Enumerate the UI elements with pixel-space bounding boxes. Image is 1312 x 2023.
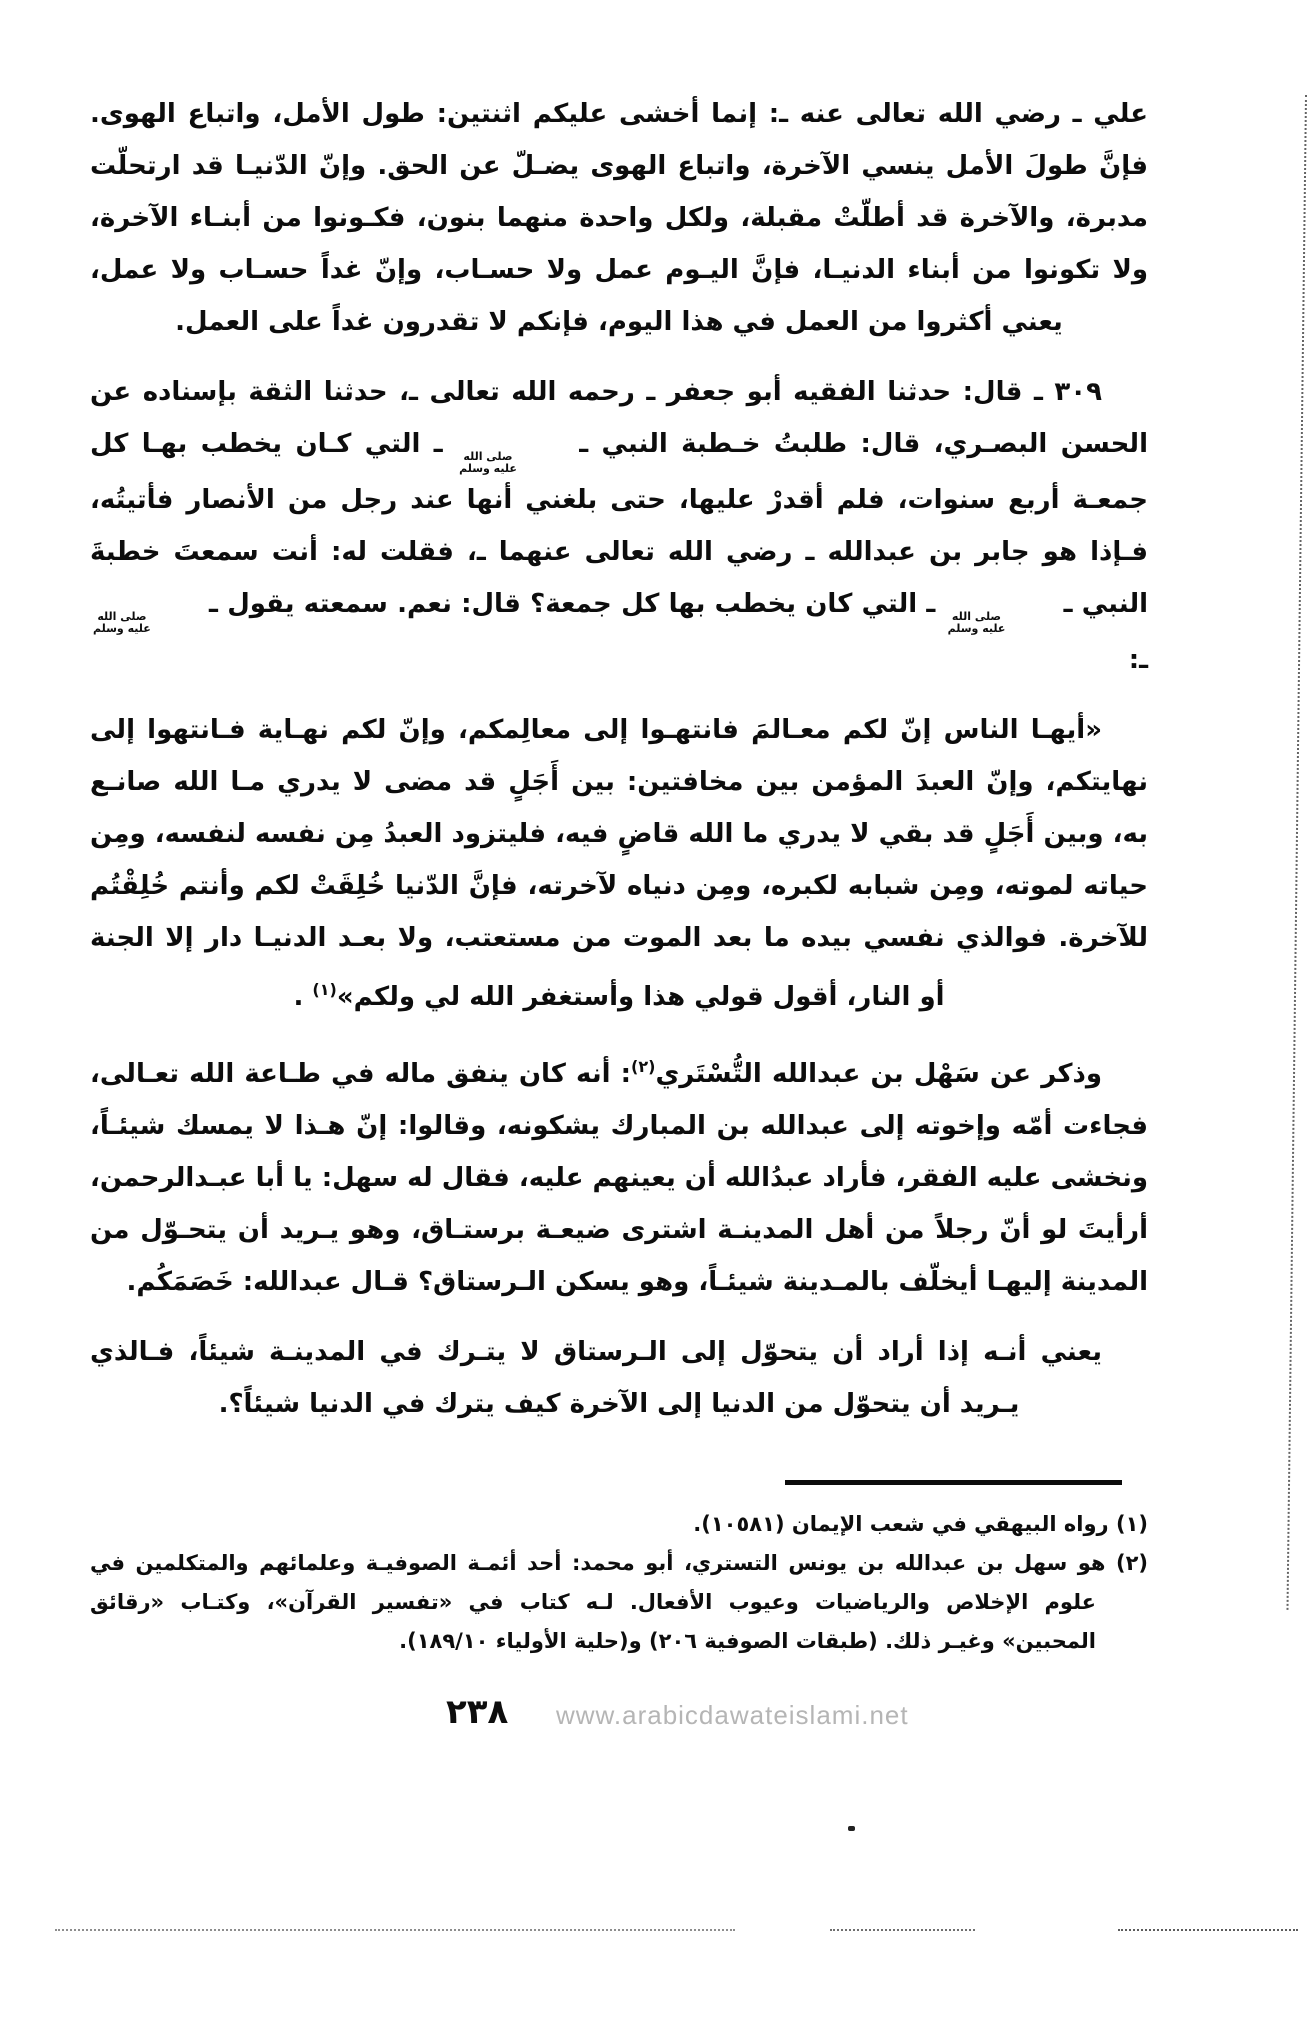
watermark-text: www.arabicdawateislami.net (556, 1700, 909, 1730)
paragraph-khutbah: «أيهـا الناس إنّ لكم معـالمَ فانتهـوا إلى معالِمكم، وإنّ لكم نهـاية فـانتهوا إلى نهايتكم، وإنّ العبدَ المؤمن بين مخافتين: بين أَجَلٍ قد مضى لا يدري مـا الله صانـع به، وبين أَجَلٍ قد بقي لا يدري ما الله قاضٍ فيه، فليتزود العبدُ مِن نفسه لنفسه، ومِن حياته لموته، ومِن شبابه لكبره، ومِن دنياه لآخرته، فإنَّ الدّنيا خُلِقَتْ لكم وأنتم خُلِقْتُم للآخرة. فوالذي نفسي بيده ما بعد الموت من مستعتب، ولا بعـد الدنيـا دار إلا الجنة أو النار، أقول قولي هذا وأستغفر الله لي ولكم»$^{(١)}$ . (90, 715, 1148, 1013)
footnote-item: (١) رواه البيهقي في شعب الإيمان (١٠٥٨١). (693, 1512, 1148, 1536)
body-text (90, 88, 1148, 1448)
footnote-marker: (٢) (1105, 1551, 1148, 1575)
scan-dots-artifact (55, 1929, 735, 1931)
paragraph-sahl-tustari: وذكر عن سَهْل بن عبدالله التُّسْتَري$^{(٢)}$: أنه كان ينفق ماله في طـاعة الله تعـالى، فجاءت أمّه وإخوته إلى عبدالله بن المبارك يشكونه، وقالوا: إنّ هـذا لا يمسك شيئـاً، ونخشى عليه الفقر، فأراد عبدُالله أن يعينهم عليه، فقال له سهل: يا أبا عبـدالرحمن، أرأيتَ لو أنّ رجلاً من أهل المدينـة اشترى ضيعـة برستـاق، وهو يـريد أن يتحـوّل من المدينة إليهـا أيخلّف بالمـدينة شيئـاً، وهو يسكن الـرستاق؟ قـال عبدالله: خَصَمَكُم. (90, 1057, 1148, 1298)
footnotes (90, 1505, 1148, 1661)
saw-honorific-symbol: صلى الله عليه وسلم (459, 450, 517, 475)
paragraph-explanation: يعني أنـه إذا أراد أن يتحوّل إلى الـرستاق لا يتـرك في المدينـة شيئاً، فـالذي يـريد أن يتحوّل من الدنيا إلى الآخرة كيف يترك في الدنيا شيئاً؟. (90, 1337, 1102, 1420)
footnote-ref: (١) (312, 980, 337, 1000)
paragraph-hadith-309: ٣٠٩ ـ قال: حدثنا الفقيه أبو جعفر ـ رحمه الله تعالى ـ، حدثنا الثقة بإسناده عن الحسن البصـري، قال: طلبتُ خـطبة النبي ـ صلى الله عليه وسلم ـ التي كـان يخطب بهـا كل جمعـة أربع سنوات، فلم أقدرْ عليها، حتى بلغني أنها عند رجل من الأنصار فأتيتُه، فـإذا هو جابر بن عبدالله ـ رضي الله تعالى عنهما ـ، فقلت له: أنت سمعتَ خطبةَ النبي ـ صلى الله عليه وسلم ـ التي كان يخطب بها كل جمعة؟ قال: نعم. سمعته يقول ـ صلى الله عليه وسلم ـ: (90, 377, 1149, 676)
footnote-ref: (٢) (631, 1057, 656, 1077)
scan-edge-artifact (1286, 95, 1307, 1610)
saw-honorific-symbol: صلى الله عليه وسلم (947, 610, 1006, 635)
scan-dots-artifact (1118, 1929, 1298, 1931)
footnote-item: (٢) هو سهل بن عبدالله بن يونس التستري، أبو محمد: أحد أئمـة الصوفيـة وعلمائهم والمتكلمين في علوم الإخلاص والرياضيات وعيوب الأفعال. لـه كتاب في «تفسير القرآن»، وكتـاب «رقائق المحبين» وغيـر ذلك. (طبقات الصوفية ٢٠٦) و(حلية الأولياء ١٨٩/١٠). (90, 1551, 1148, 1653)
saw-honorific-symbol: صلى الله عليه وسلم (93, 610, 151, 635)
footnote-separator (785, 1480, 1122, 1485)
paragraph-ali-saying: علي ـ رضي الله تعالى عنه ـ: إنما أخشى عليكم اثنتين: طول الأمل، واتباع الهوى. فإنَّ طولَ الأمل ينسي الآخرة، واتباع الهوى يضـلّ عن الحق. وإنّ الدّنيـا قد ارتحلّت مدبرة، والآخرة قد أطلّتْ مقبلة، ولكل واحدة منهما بنون، فكـونوا من أبنـاء الآخرة، ولا تكونوا من أبناء الدنيـا، فإنَّ اليـوم عمل ولا حسـاب، وإنّ غداً حسـاب ولا عمل، يعني أكثروا من العمل في هذا اليوم، فإنكم لا تقدرون غداً على العمل. (90, 99, 1148, 337)
scan-dots-artifact (830, 1929, 975, 1931)
footnote-marker: (١) (1108, 1512, 1148, 1536)
scan-speck-artifact (848, 1826, 855, 1831)
page-number: ٢٣٨ (446, 1692, 509, 1732)
